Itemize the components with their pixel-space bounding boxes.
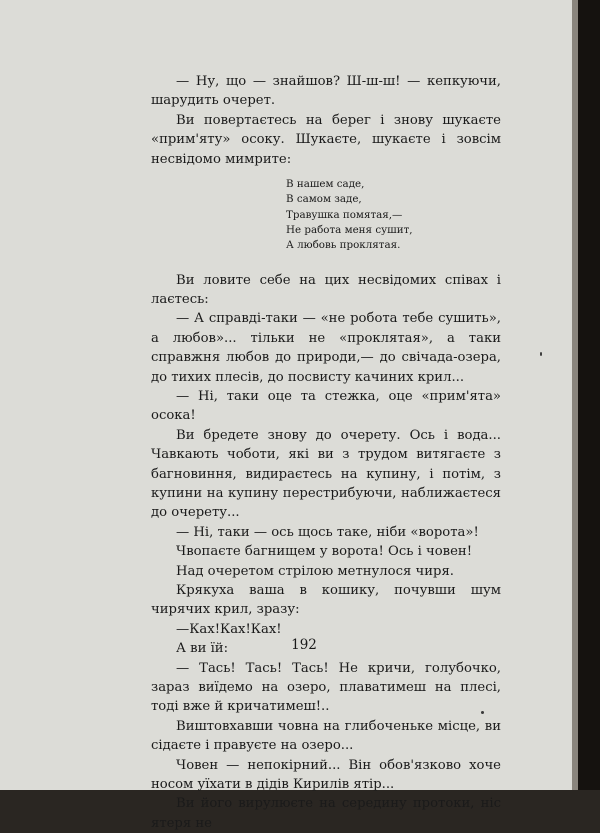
paragraph: Ви бредете знову до очерету. Ось і вода... Чавкають чоботи, які ви з трудом витягаєте з багновиння, видираєтесь на купину, і потім, з купини на купину перестрибуючи, наближаєтеся до очерету... xyxy=(151,427,501,521)
paragraph: — А справді-таки — «не робота тебе сушить», а любов»... тільки не «проклятая», а таки справжня любов до природи,— до свічада-озера, до тихих плесів, до посвисту качиних крил... xyxy=(151,311,501,385)
paper-speck xyxy=(540,352,542,356)
paragraph: Ви ловите себе на цих несвідомих співах і лаєтесь: xyxy=(151,272,501,307)
verse-block xyxy=(286,177,501,253)
page-body-text xyxy=(151,72,501,833)
paragraph: Ви повертаєтесь на берег і знову шукаєте «прим'яту» осоку. Шукаєте, шукаєте і зовсім несвідомо мимрите: xyxy=(151,112,501,167)
verse-line: В нашем саде, xyxy=(286,178,365,191)
paper-speck xyxy=(481,711,484,714)
paragraph: А ви їй: xyxy=(176,641,229,657)
paragraph: Крякуха ваша в кошику, почувши шум чирячих крил, зразу: xyxy=(151,583,501,618)
verse-line: А любовь проклятая. xyxy=(286,239,401,252)
paragraph: Ви його вирулюєте на середину протоки, ніс ятеря не xyxy=(151,796,501,831)
paragraph: — Ні, таки оце та стежка, оце «прим'ята» осока! xyxy=(151,388,501,424)
paragraph: — Тась! Тась! Тась! Не кричи, голубочко, зараз виїдемо на озеро, плаватимеш на плесі, тоді вже й кричатимеш!.. xyxy=(151,660,501,715)
verse-line: В самом заде, xyxy=(286,193,362,206)
verse-line: Не работа меня сушит, xyxy=(286,223,413,236)
paragraph: Чвопаєте багнищем у ворота! Ось і човен! xyxy=(176,544,472,560)
paragraph: —Ках!Ках!Ках! xyxy=(176,621,282,637)
paragraph: Човен — непокірний... Він обов'язково хоче носом уїхати в дідів Кирилів ятір... xyxy=(151,757,501,793)
paragraph: Виштовхавши човна на глибоченьке місце, ви сідаєте і правуєте на озеро... xyxy=(151,718,501,754)
paragraph: — Ні, таки — ось щось таке, ніби «ворота»! xyxy=(176,524,479,540)
page-number: 192 xyxy=(291,637,317,653)
verse-line: Травушка помятая,— xyxy=(286,208,403,221)
paragraph: — Ну, що — знайшов? Ш-ш-ш! — кепкуючи, шарудить очерет. xyxy=(151,74,501,109)
paragraph: Над очеретом стрілою метнулося чиря. xyxy=(176,563,454,579)
